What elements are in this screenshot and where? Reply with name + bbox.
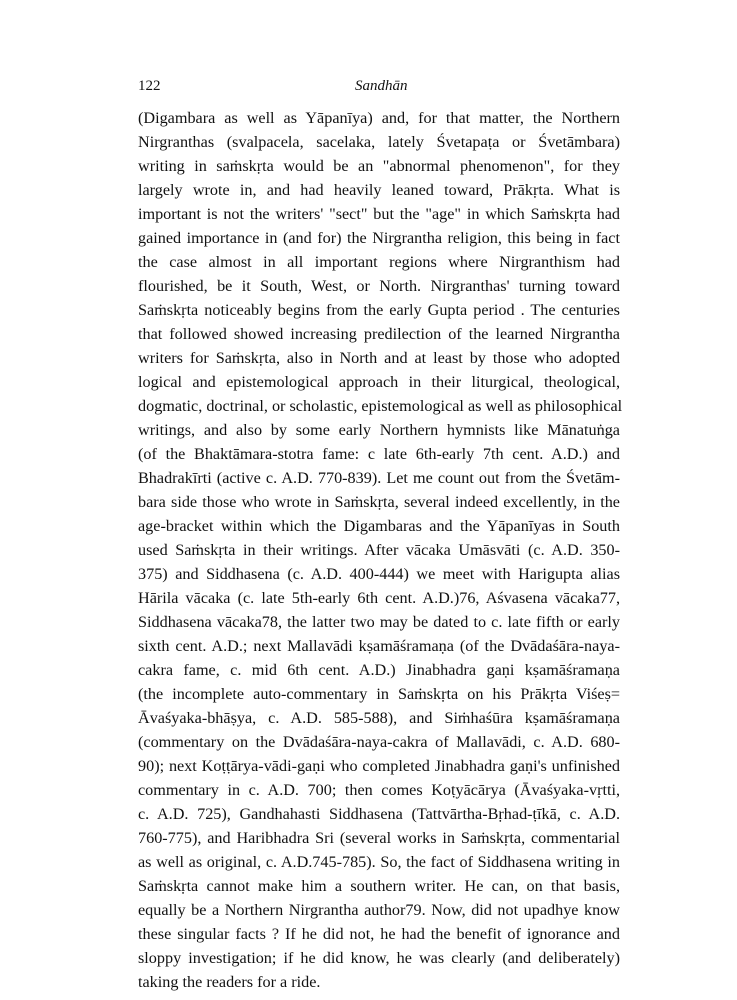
text-line: age-bracket within which the Digambaras and the Yāpanīyas in South [138, 517, 620, 535]
text-line: (of the Bhaktāmara-stotra fame: c late 6th-early 7th cent. A.D.) and [138, 445, 620, 463]
text-line: 375) and Siddhasena (c. A.D. 400-444) we meet with Harigupta alias [138, 565, 620, 583]
text-line: the case almost in all important regions where Nirgranthism had [138, 253, 620, 271]
page-number: 122 [138, 78, 161, 94]
text-line: bara side those who wrote in Saṁskṛta, several indeed excellently, in the [138, 493, 620, 511]
text-line: equally be a Northern Nirgrantha author79. Now, did not upadhye know [138, 901, 620, 919]
text-line: cakra fame, c. mid 6th cent. A.D.) Jinabhadra gaṇi kṣamāśramaṇa [138, 661, 620, 679]
text-line: 90); next Koṭṭārya-vādi-gaṇi who completed Jinabhadra gaṇi's unfinished [138, 757, 620, 775]
text-line: (Digambara as well as Yāpanīya) and, for that matter, the Northern [138, 109, 620, 127]
text-line: sixth cent. A.D.; next Mallavādi kṣamāśramaṇa (of the Dvādaśāra-naya- [138, 637, 620, 655]
text-line: Saṁskṛta cannot make him a southern writer. He can, on that basis, [138, 877, 620, 895]
text-line: Siddhasena vācaka78, the latter two may be dated to c. late fifth or early [138, 613, 620, 631]
body-paragraph [138, 106, 623, 994]
text-line: writing in saṁskṛta would be an "abnormal phenomenon", for they [138, 157, 620, 175]
text-line: dogmatic, doctrinal, or scholastic, epistemological as well as philosophical [138, 397, 623, 415]
text-line: flourished, be it South, West, or North. Nirgranthas' turning toward [138, 277, 620, 295]
page-header [138, 78, 618, 100]
text-line: 760-775), and Haribhadra Sri (several works in Saṁskṛta, commentarial [138, 829, 620, 847]
text-line: (the incomplete auto-commentary in Saṁskṛta on his Prākṛta Viśeṣ= [138, 685, 620, 703]
text-line: Bhadrakīrti (active c. A.D. 770-839). Let me count out from the Śvetām- [138, 469, 620, 487]
running-title: Sandhān [355, 78, 408, 94]
text-line: Hārila vācaka (c. late 5th-early 6th cent. A.D.)76, Aśvasena vācaka77, [138, 589, 620, 607]
text-line: Nirgranthas (svalpacela, sacelaka, lately Śvetapaṭa or Śvetāmbara) [138, 133, 620, 151]
text-line: taking the readers for a ride. [138, 973, 321, 991]
text-line: commentary in c. A.D. 700; then comes Koṭyācārya (Āvaśyaka-vṛtti, [138, 781, 620, 799]
text-line: writings, and also by some early Northern hymnists like Mānatuṅga [138, 421, 620, 439]
text-line: used Saṁskṛta in their writings. After vācaka Umāsvāti (c. A.D. 350- [138, 541, 620, 559]
text-line: sloppy investigation; if he did know, he was clearly (and deliberately) [138, 949, 620, 967]
text-line: these singular facts ? If he did not, he had the benefit of ignorance and [138, 925, 620, 943]
text-line: that followed showed increasing predilection of the learned Nirgrantha [138, 325, 620, 343]
text-line: Āvaśyaka-bhāṣya, c. A.D. 585-588), and Siṁhaśūra kṣamāśramaṇa [138, 709, 620, 727]
text-line: Saṁskṛta noticeably begins from the early Gupta period . The centuries [138, 301, 620, 319]
text-line: logical and epistemological approach in their liturgical, theological, [138, 373, 620, 391]
text-line: as well as original, c. A.D.745-785). So, the fact of Siddhasena writing in [138, 853, 620, 871]
text-line: writers for Saṁskṛta, also in North and at least by those who adopted [138, 349, 620, 367]
text-line: c. A.D. 725), Gandhahasti Siddhasena (Tattvārtha-Bṛhad-ṭīkā, c. A.D. [138, 805, 620, 823]
text-line: largely wrote in, and had heavily leaned toward, Prākṛta. What is [138, 181, 620, 199]
text-line: important is not the writers' "sect" but the "age" in which Saṁskṛta had [138, 205, 620, 223]
text-line: (commentary on the Dvādaśāra-naya-cakra of Mallavādi, c. A.D. 680- [138, 733, 620, 751]
text-line: gained importance in (and for) the Nirgrantha religion, this being in fact [138, 229, 620, 247]
